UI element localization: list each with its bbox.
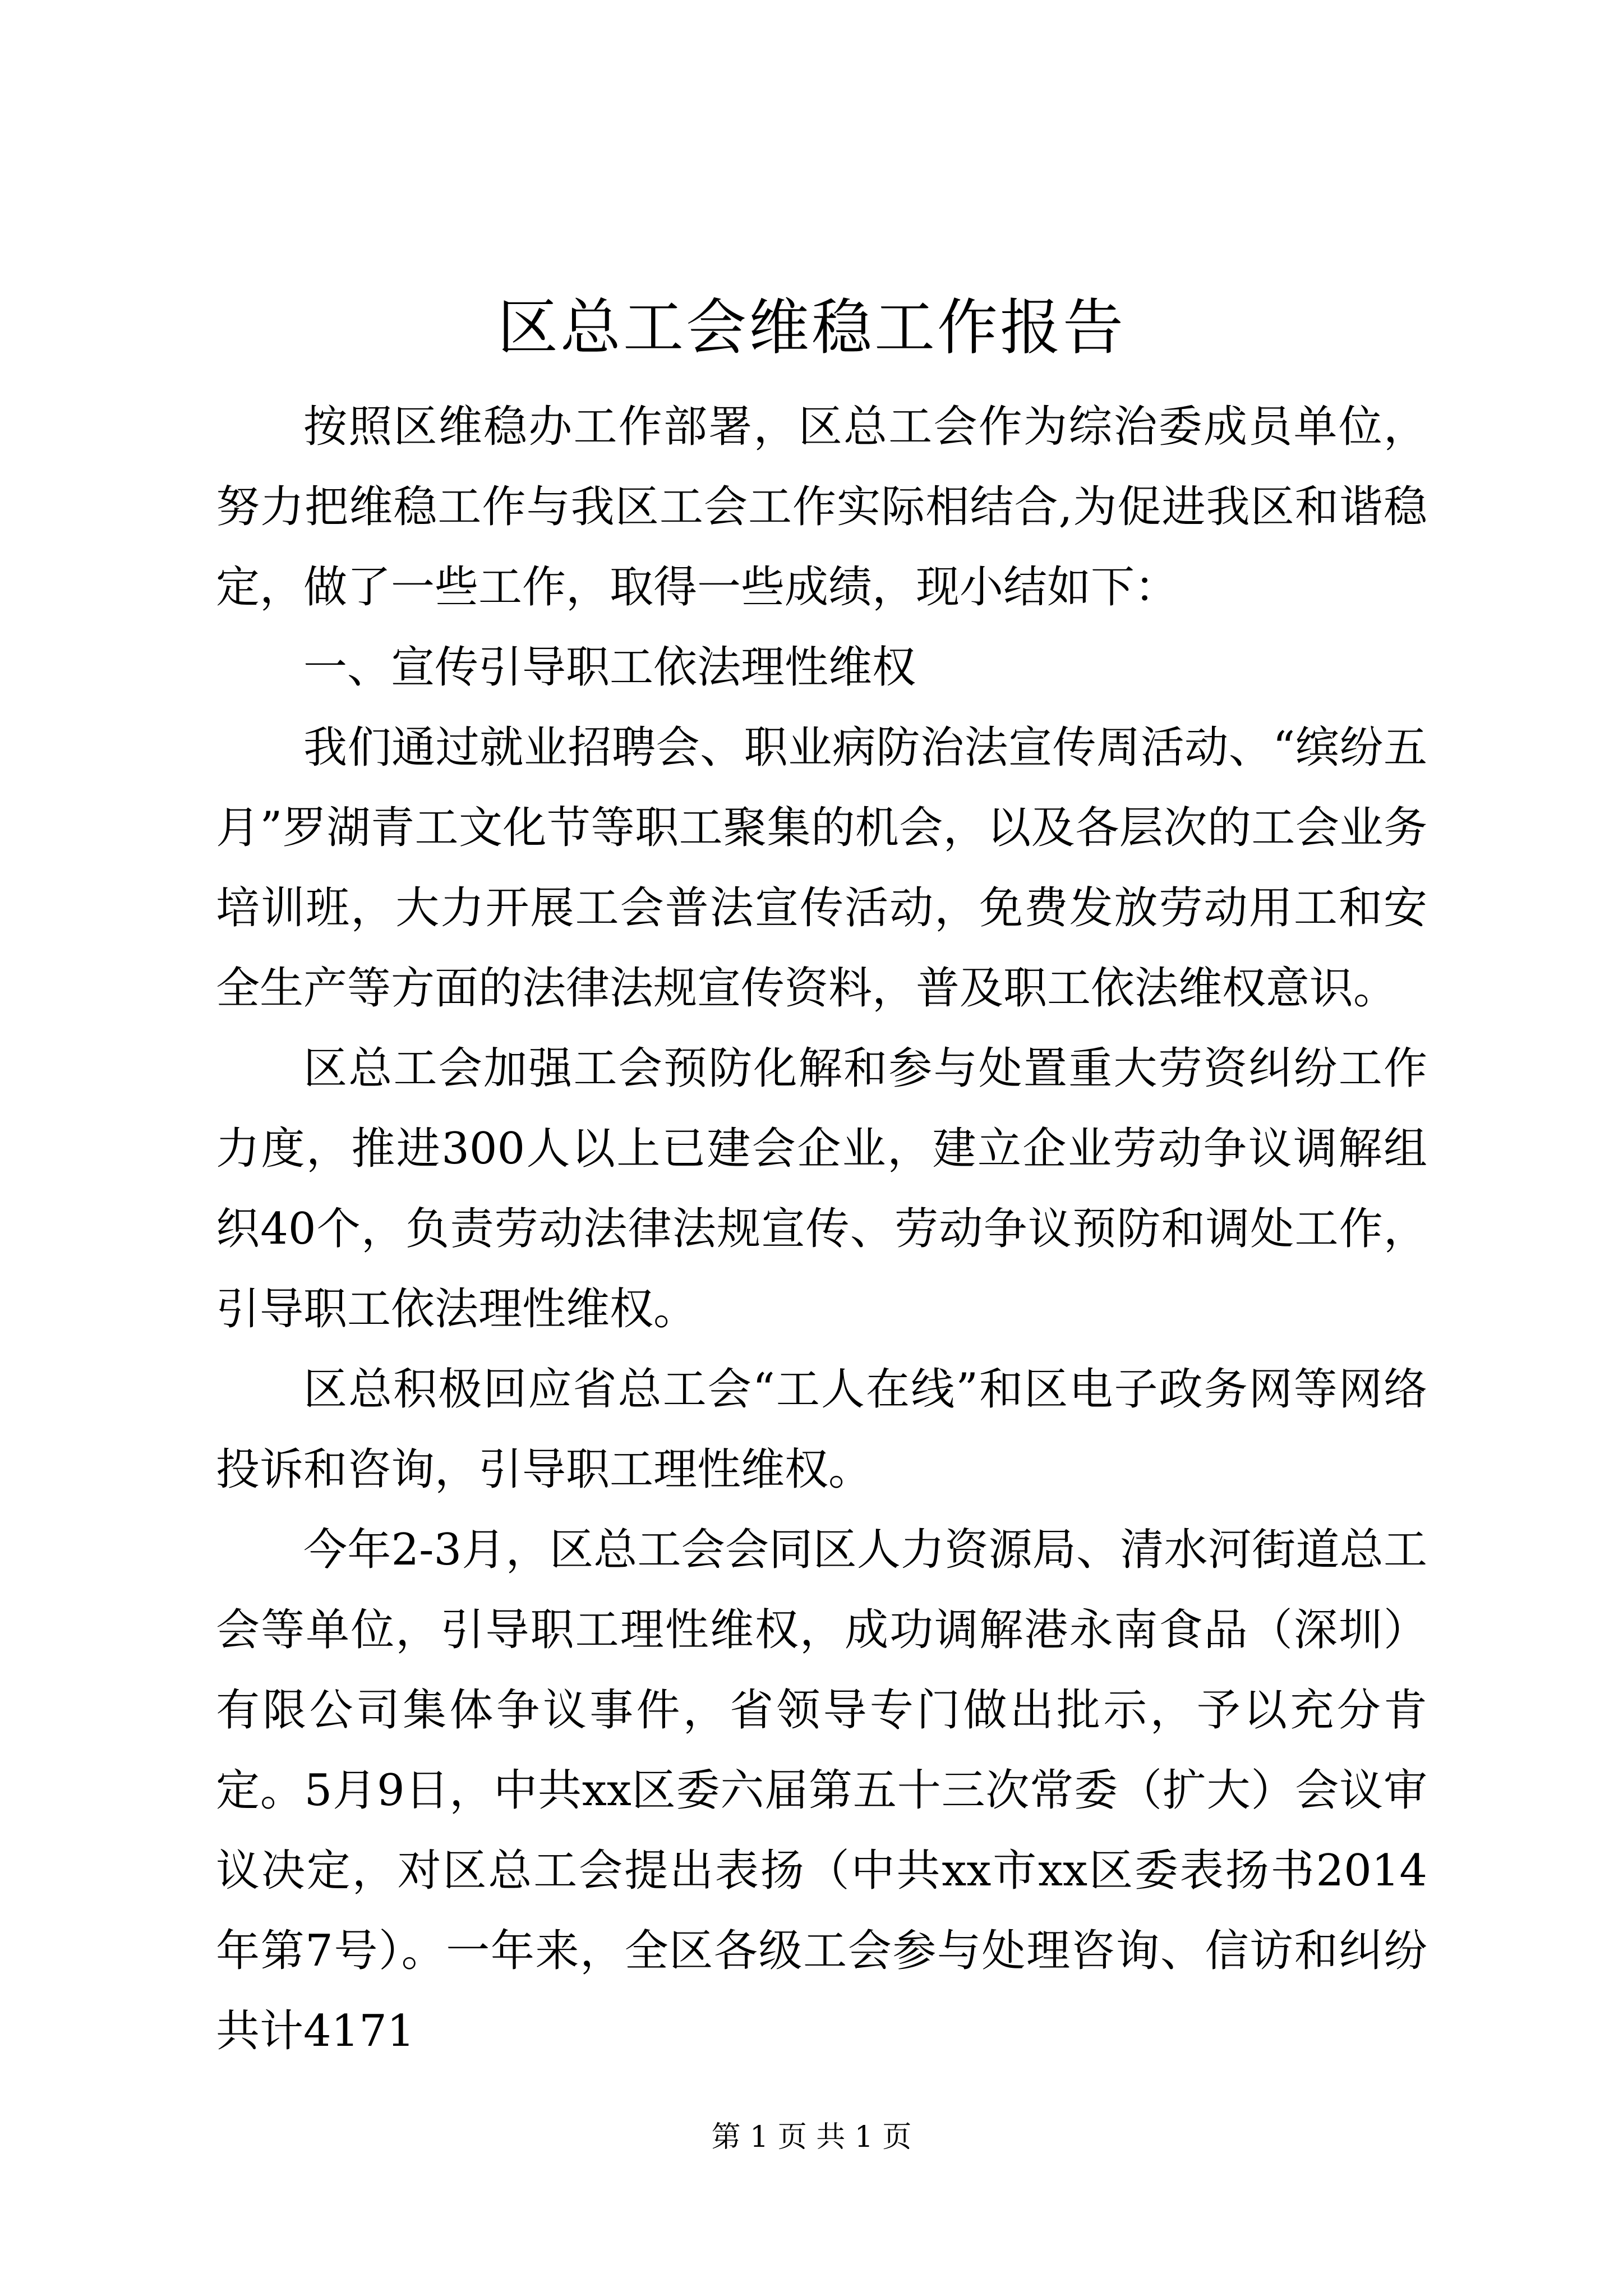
document-title: 区总工会维稳工作报告 bbox=[497, 293, 1126, 363]
body-paragraph: 今年2-3月，区总工会会同区人力资源局、清水河街道总工会等单位，引导职工理性维权，成功调解港永南食品（深圳）有限公司集体争议事件，省领导专门做出批示，予以充分肯定。5月9日，中共xx区委六届第五十三次常委（扩大）会议审议决定，对区总工会提出表扬（中共xx市xx区委表扬书2014年第7号）。一年来，全区各级工会参与处理咨询、信访和纠纷共计4171 bbox=[216, 1525, 1427, 2056]
body-paragraph: 区总积极回应省总工会“工人在线”和区电子政务网等网络投诉和咨询，引导职工理性维权。 bbox=[216, 1364, 1427, 1495]
body-paragraph: 我们通过就业招聘会、职业病防治法宣传周活动、“缤纷五月”罗湖青工文化节等职工聚集的机会，以及各层次的工会业务培训班，大力开展工会普法宣传活动，免费发放劳动用工和安全生产等方面的法律法规宣传资料，普及职工依法维权意识。 bbox=[216, 723, 1427, 1014]
page-number-footer: 第 1 页 共 1 页 bbox=[711, 2120, 912, 2154]
body-paragraph: 区总工会加强工会预防化解和参与处置重大劳资纠纷工作力度，推进300人以上已建会企业，建立企业劳动争议调解组织40个，负责劳动法律法规宣传、劳动争议预防和调处工作，引导职工依法理性维权。 bbox=[216, 1043, 1427, 1335]
section-heading: 一、宣传引导职工依法理性维权 bbox=[303, 642, 916, 693]
document-body bbox=[216, 387, 1427, 2072]
intro-paragraph: 按照区维稳办工作部署，区总工会作为综治委成员单位，努力把维稳工作与我区工会工作实际相结合,为促进我区和谐稳定，做了一些工作，取得一些成绩，现小结如下： bbox=[216, 402, 1427, 613]
